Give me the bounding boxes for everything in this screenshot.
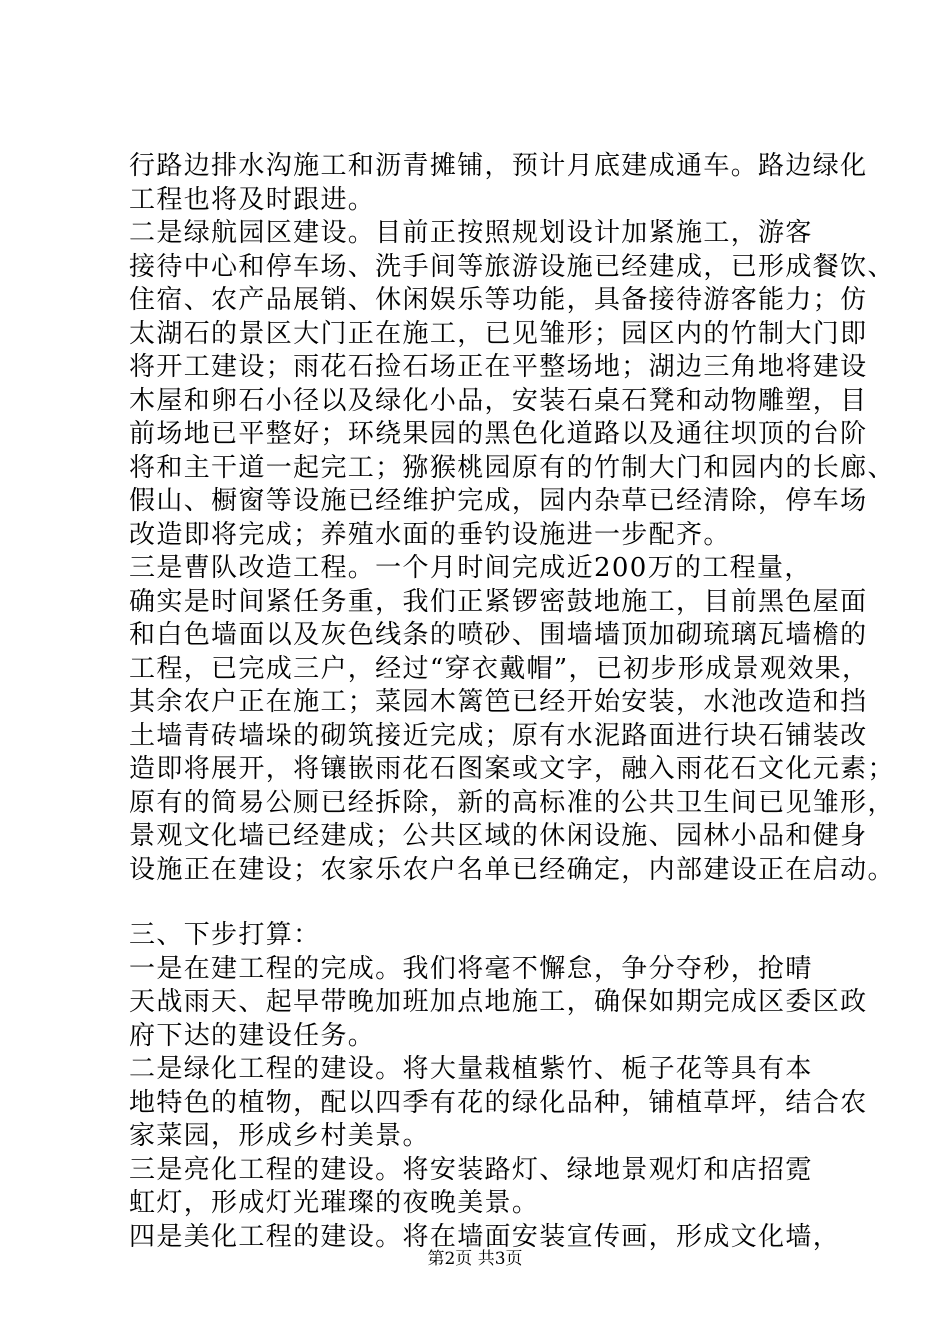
text-line: 景观文化墙已经建成；公共区域的休闲设施、园林小品和健身 (129, 821, 868, 851)
text-line: 确实是时间紧任务重，我们正紧锣密鼓地施工，目前黑色屋面 (129, 586, 868, 617)
document-body (129, 150, 895, 1254)
paragraph-start-line: 一是在建工程的完成。我们将毫不懈怠，争分夺秒，抢晴 (129, 953, 813, 984)
text-line: 行路边排水沟施工和沥青摊铺，预计月底建成通车。路边绿化 (129, 151, 868, 181)
text-line: 将和主干道一起完工；猕猴桃园原有的竹制大门和园内的长廊、 (129, 452, 895, 483)
text-line: 将开工建设；雨花石捡石场正在平整场地；湖边三角地将建设 (129, 352, 868, 382)
text-line: 假山、橱窗等设施已经维护完成，园内杂草已经清除，停车场 (129, 486, 868, 516)
paragraph-start-line: 二是绿化工程的建设。将大量栽植紫竹、栀子花等具有本 (129, 1054, 813, 1084)
section-next-steps (129, 919, 868, 1254)
paragraph-start-line: 四是美化工程的建设。将在墙面安装宣传画，形成文化墙， (129, 1221, 841, 1252)
paragraph-gap (129, 887, 834, 919)
text-line: 和白色墙面以及灰色线条的喷砂、围墙墙顶加砌琉璃瓦墙檐的 (129, 620, 868, 650)
section-heading: 三、下步打算： (129, 920, 321, 950)
text-line: 原有的简易公厕已经拆除，新的高标准的公共卫生间已见雏形， (129, 787, 895, 818)
text-line: 工程也将及时跟进。 (129, 184, 376, 215)
paragraph-start-line: 三是曹队改造工程。一个月时间完成近200万的工程量， (129, 553, 812, 583)
paragraph-start-line: 三是亮化工程的建设。将安装路灯、绿地景观灯和店招霓 (129, 1154, 813, 1185)
text-line: 地特色的植物，配以四季有花的绿化品种，铺植草坪，结合农 (129, 1087, 868, 1118)
text-line: 接待中心和停车场、洗手间等旅游设施已经建成，已形成餐饮、 (129, 251, 895, 282)
text-line: 住宿、农产品展销、休闲娱乐等功能，具备接待游客能力；仿 (129, 285, 868, 315)
text-line: 府下达的建设任务。 (129, 1020, 376, 1051)
text-line: 造即将展开，将镶嵌雨花石图案或文字，融入雨花石文化元素； (129, 754, 895, 784)
text-line: 设施正在建设；农家乐农户名单已经确定，内部建设正在启动。 (129, 854, 895, 885)
text-line: 家菜园，形成乡村美景。 (129, 1121, 430, 1151)
text-line: 工程，已完成三户，经过“穿衣戴帽”，已初步形成景观效果， (129, 653, 870, 684)
text-line: 改造即将完成；养殖水面的垂钓设施进一步配齐。 (129, 519, 731, 550)
text-line: 前场地已平整好；环绕果园的黑色化道路以及通往坝顶的台阶 (129, 419, 868, 449)
section-progress (129, 150, 895, 887)
text-line: 太湖石的景区大门正在施工，已见雏形；园区内的竹制大门即 (129, 318, 868, 349)
text-line: 土墙青砖墙垛的砌筑接近完成；原有水泥路面进行块石铺装改 (129, 720, 868, 751)
page-number-footer: 第2页 共3页 (427, 1249, 523, 1269)
text-line: 天战雨天、起早带晚加班加点地施工，确保如期完成区委区政 (129, 987, 868, 1017)
text-line: 木屋和卵石小径以及绿化小品，安装石桌石凳和动物雕塑，目 (129, 385, 868, 416)
paragraph-start-line: 二是绿航园区建设。目前正按照规划设计加紧施工，游客 (129, 218, 813, 248)
text-line: 虹灯，形成灯光璀璨的夜晚美景。 (129, 1188, 540, 1218)
text-line: 其余农户正在施工；菜园木篱笆已经开始安装，水池改造和挡 (129, 687, 868, 717)
